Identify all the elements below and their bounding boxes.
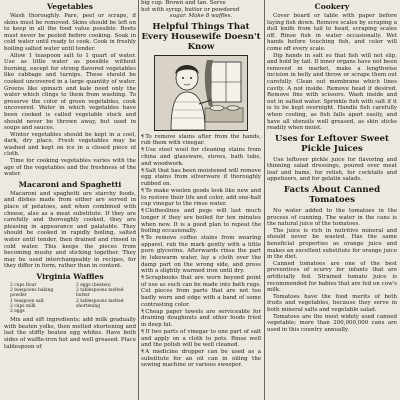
bullet-icon: ¶	[141, 167, 145, 174]
column-right	[267, 0, 397, 400]
ingredient-line: 2 eggs (beaten)	[76, 282, 111, 288]
column-divider	[138, 0, 139, 400]
housewife-illustration-drawing	[155, 56, 247, 130]
tomatoes-paragraph: Canned tomatoes are one of the best preventives of scurvy for infants that are artificially fed. Strained tomato juice is recommended for babies that are fed on cow's milk.	[267, 260, 397, 294]
bullet-icon: ¶	[141, 308, 145, 315]
tip-item	[141, 329, 261, 349]
column-divider	[264, 0, 265, 400]
tip-item	[141, 275, 261, 308]
tip-item	[141, 134, 261, 147]
bullet-icon: ¶	[141, 349, 145, 356]
bullet-icon: ¶	[141, 133, 145, 140]
continued-line: hot with syrup, butter or powdered	[141, 6, 240, 13]
tomatoes-paragraph: The juice is rich in nutritive mineral and should never be wasted. Has the same beneficial properties as orange juice and makes an excellent substitute for orange juice in the diet.	[267, 227, 397, 261]
tomatoes-paragraph: Tomatoes are the most widely used canned vegetable; more than 200,000,000 cans are used in this country annually.	[267, 313, 397, 333]
vegetables-paragraph: Wash thoroughly. Pare, peel or scrape, if skins must be removed. Skins should be left on to keep in all the food value possible. Beets must never be peeled before cooking. Soak in cold water until ready to cook. Cook in freshly boiling salted water until tender.	[4, 13, 136, 52]
bullet-icon: ¶	[141, 188, 145, 195]
tip-text: A medicine dropper can be used as a substitute for an oil can in oiling the sewing machine or various sweeper.	[141, 349, 261, 369]
vegetables-paragraph: Time for cooking vegetables varies with the age of the vegetables and the freshness of the water.	[4, 158, 136, 178]
vegetables-paragraph: Winter vegetables should be kept in a cool, dark, dry place. Fresh vegetables may be washed and kept on ice in a closed piece of cloth.	[4, 131, 136, 158]
ingredient-line: powder	[10, 293, 27, 299]
helpful-things-heading: Helpful Things That Every Housewife Doesn't Know	[141, 21, 261, 52]
ingredient-line: 2 cups milk	[10, 303, 36, 309]
vegetables-paragraph: Allow 1 teaspoon salt to 1 quart of water. Use as little water as possible without burning, except for strong flavored vegetables like cabbage and turnips. These should be cooked uncovered in a large quantity of water. Greens like spinach and kale need only the water which clings to them from washing. To preserve the color of green vegetables, cook uncovered. Water in which vegetables have been cooked is called vegetable stock and should never be thrown away, but used in soups and sauces.	[4, 52, 136, 132]
tomatoes-paragraph: Tomatoes have the food merits of both fruits and vegetables, because they serve in both mineral salts and vegetable salad.	[267, 293, 397, 313]
tip-text: If two parts of vinegar to one part of salt and apply on a cloth to pots. Rinse well and the polish will be well cleaned.	[141, 329, 261, 349]
vegetables-heading: Vegetables	[47, 2, 93, 11]
ingredient-line	[76, 309, 136, 314]
ingredient-line: 2 tablespoons melted	[76, 298, 124, 304]
continued-line: big cup. Brown and tan. Serve	[141, 0, 226, 6]
cookery-paragraph: Cover board or table with paper before laying fish down. Remove scales by scraping a dull knife from tail to head, scraping scales off. Rinse fish in water occasionally. Wet hands before touching fish, and color will come off every scale.	[267, 13, 397, 52]
cookery-paragraph: Dip hands in salt so that fish will not slip, and hold by tail. If inner organs have not been removed in market, make a lengthwise incision in belly and throw or scrape them out carefully. Clean out membrane which lines cavity. A not inside. Remove head if desired. Remove fins with scissors. Wash inside and out in salted water. Sprinkle fish with salt if it is to be kept overnight. Handle fish carefully when cooling, as fish falls apart easily, and have all utensils well greased, as skin sticks readily when moist.	[267, 52, 397, 132]
cookery-heading: Cookery	[314, 2, 350, 11]
column-middle	[141, 0, 261, 400]
ingredient-line: 2 tablespoons melted	[76, 288, 124, 294]
ingredient-line: butter	[76, 293, 90, 299]
tip-item	[141, 168, 261, 188]
bullet-icon: ¶	[141, 235, 145, 242]
macaroni-heading: Macaroni and Spaghetti	[18, 179, 122, 189]
bullet-icon: ¶	[141, 329, 145, 335]
continued-line: sugar. Make 8 waffles.	[169, 13, 233, 20]
tip-text: To remove coffee stains from wearing apparel, rub the mark gently with a little pure glycerine. Afterwards rinse the part in lukewarm water, lay a cloth over the damp part on the wrong side, and press with a slightly warmed iron until dry.	[141, 235, 261, 275]
waffles-ingredients	[10, 283, 136, 314]
leftover-juice-heading: Uses for Leftover Sweet Pickle Juices	[275, 133, 389, 154]
tip-text: Cheap paper towels are serviceable for draining doughnuts and other foods fried in deep fat.	[141, 308, 261, 328]
ingredient-line: 2 teaspoons baking	[10, 288, 54, 294]
tip-item	[141, 208, 261, 234]
tip-item	[141, 235, 261, 275]
tip-text: Clotheslines and pegs will last much longer if they are boiled for ten minutes when new. It is a good plan to repeat the boiling occasionally.	[141, 208, 261, 235]
tomatoes-paragraph: No water added to the tomatoes in the process of canning. The water in the cans is the natural juice of the tomatoes.	[267, 208, 397, 228]
tip-item	[141, 349, 261, 369]
macaroni-paragraph: Macaroni and spaghetti are starchy foods, and dishes made from either are served in place of potatoes, and when combined with cheese, also as a meat substitute. If they are carefully and thoroughly cooked, they are pleasing in appearance and palatable. They should be cooked in rapidly boiling, salted water until tender, then drained and rinsed in cold water. This keeps the pieces from becoming mushy and sticking together. They may be used interchangeably in recipes, for they differ in form, rather than in content.	[4, 190, 136, 270]
ingredient-line: shortening	[76, 303, 101, 309]
tip-text: Salt that has been moistened will remove egg stains from silverware if thoroughly rubbed on.	[141, 167, 261, 187]
tip-text: Use steel wool for cleaning stains from china and glassware, stoves, bath tubs, and woodwork.	[141, 147, 261, 167]
bullet-icon: ¶	[141, 147, 145, 154]
waffles-heading: Virginia Waffles	[36, 271, 104, 281]
column-left	[4, 0, 136, 400]
tip-text: To make woolen goods look like new and to restore their life and color, add one-half cup vinegar to the rinse water.	[141, 188, 261, 208]
ingredient-line: 1 teaspoon salt	[10, 298, 44, 304]
tip-item	[141, 147, 261, 167]
bullet-icon: ¶	[141, 208, 145, 215]
bullet-icon: ¶	[141, 275, 145, 282]
housewife-illustration	[154, 55, 248, 131]
tip-item	[141, 188, 261, 208]
ingredient-line: 2 eggs	[10, 308, 25, 314]
waffles-paragraph: Mix and sift ingredients; add milk gradually with beaten yolks, then melted shortening and last the stiffly beaten egg whites. Have both sides of waffle-iron hot and well greased. Place tablespoon of	[4, 317, 136, 350]
tip-item	[141, 309, 261, 329]
ingredient-line: 2 cups flour	[10, 282, 37, 288]
tip-text: To remove stains after from the hands, rub them with vinegar.	[141, 133, 261, 147]
canned-tomatoes-heading: Facts About Canned Tomatoes	[283, 185, 381, 206]
leftover-juice-paragraph: Use leftover pickle juice for flavoring and thinning salad dressings, poured over meat loaf and hams, for relish, for cocktails and appetizers, and for gelatin salads.	[267, 156, 397, 183]
tip-text: Scrapbooks that are worn beyond point of use as such can be made into bath rugs. Cut pieces from parts that are not too badly worn and edge with a band of some contrasting color.	[141, 275, 261, 308]
